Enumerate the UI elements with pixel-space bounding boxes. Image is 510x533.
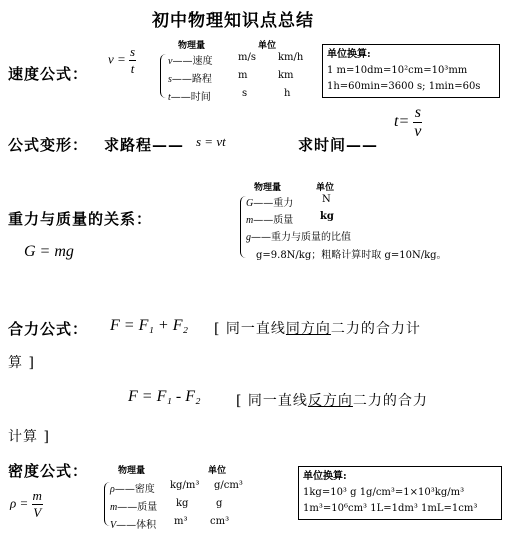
speed-unit-box-line1: 1 m=10dm=10²cm=10³mm <box>327 65 468 76</box>
speed-row-velocity: v——速度 <box>168 56 213 67</box>
distance-formula: s = vt <box>196 134 226 149</box>
gravity-row-ratio: g——重力与质量的比值 <box>246 232 351 243</box>
gravity-row-weight-unit: N <box>322 194 331 205</box>
density-col-unit: 单位 <box>208 466 227 476</box>
density-row-mass: m——质量 <box>110 502 158 513</box>
density-row-density-si: kg/m³ <box>170 480 200 491</box>
speed-col-quantity: 物理量 <box>178 41 206 51</box>
speed-row-distance-si: m <box>238 70 248 81</box>
gravity-g-value: g=9.8N/kg；粗略计算时取 g=10N/kg。 <box>256 250 447 261</box>
density-col-quantity: 物理量 <box>118 466 146 476</box>
resultant-note-opposite-direction: [ 同一直线反方向二力的合力 <box>236 393 428 409</box>
resultant-note-opposite-direction-cont: 计算 ] <box>8 429 50 445</box>
speed-formula-lhs: v = <box>108 51 126 67</box>
speed-brace <box>160 54 167 98</box>
speed-frac-num: s <box>130 44 136 59</box>
gravity-row-mass-unit: kg <box>320 211 334 222</box>
density-frac-den: V <box>33 505 42 520</box>
density-row-mass-common: g <box>216 498 223 509</box>
time-fraction <box>413 104 422 141</box>
resultant-formula-diff: F = F₁ - F₂ <box>128 388 201 405</box>
gravity-row-weight: G——重力 <box>246 198 294 209</box>
speed-row-time: t——时间 <box>168 92 211 103</box>
speed-unit-box-head: 单位换算: <box>327 49 371 60</box>
density-unit-box-line2: 1m³=10⁶cm³ 1L=1dm³ 1mL=1cm³ <box>303 503 478 514</box>
gravity-formula: G = mg <box>24 243 74 260</box>
speed-row-time-common: h <box>284 88 291 99</box>
density-row-mass-si: kg <box>176 498 189 509</box>
speed-fraction <box>129 44 136 77</box>
speed-frac-den: t <box>130 61 135 76</box>
speed-unit-box-line2: 1h=60min=3600 s; 1min=60s <box>327 81 481 92</box>
speed-formula <box>108 44 136 77</box>
resultant-note-same-direction-cont: 算 ] <box>8 355 35 371</box>
page-title: 初中物理知识点总结 <box>152 11 314 31</box>
speed-row-velocity-si: m/s <box>238 52 256 63</box>
density-row-volume: V——体积 <box>110 520 157 531</box>
time-frac-num: s <box>414 104 421 121</box>
density-unit-box-head: 单位换算: <box>303 471 347 482</box>
find-distance-label: 求路程—— <box>104 136 185 154</box>
speed-row-distance: s——路程 <box>168 74 212 85</box>
resultant-heading: 合力公式： <box>8 320 89 338</box>
transform-heading: 公式变形： <box>8 136 89 154</box>
gravity-row-mass: m——质量 <box>246 215 294 226</box>
density-row-volume-common: cm³ <box>210 516 230 527</box>
gravity-heading: 重力与质量的关系： <box>8 210 153 228</box>
resultant-formula-sum: F = F₁ + F₂ <box>110 317 189 334</box>
speed-row-distance-common: km <box>278 70 294 81</box>
density-row-density: ρ——密度 <box>110 484 155 495</box>
speed-row-time-si: s <box>242 88 248 99</box>
density-row-density-common: g/cm³ <box>214 480 243 491</box>
density-formula-lhs: ρ = <box>10 495 29 511</box>
gravity-col-quantity: 物理量 <box>254 183 282 193</box>
time-formula-lhs: t= <box>394 113 410 131</box>
density-unit-box-line1: 1kg=10³ g 1g/cm³=1×10³kg/m³ <box>303 487 465 498</box>
density-unit-box <box>298 466 502 520</box>
gravity-col-unit: 单位 <box>316 183 335 193</box>
speed-heading: 速度公式： <box>8 65 89 83</box>
density-formula <box>10 488 43 521</box>
find-time-label: 求时间—— <box>298 136 379 154</box>
time-formula <box>394 104 422 141</box>
speed-col-unit: 单位 <box>258 41 277 51</box>
speed-row-velocity-common: km/h <box>278 52 304 63</box>
resultant-note-same-direction: [ 同一直线同方向二力的合力计 <box>214 321 421 337</box>
density-frac-num: m <box>32 488 42 503</box>
density-heading: 密度公式： <box>8 462 89 480</box>
density-row-volume-si: m³ <box>174 516 188 527</box>
time-frac-den: v <box>414 123 422 140</box>
density-fraction <box>32 488 43 521</box>
speed-unit-box <box>322 44 500 98</box>
